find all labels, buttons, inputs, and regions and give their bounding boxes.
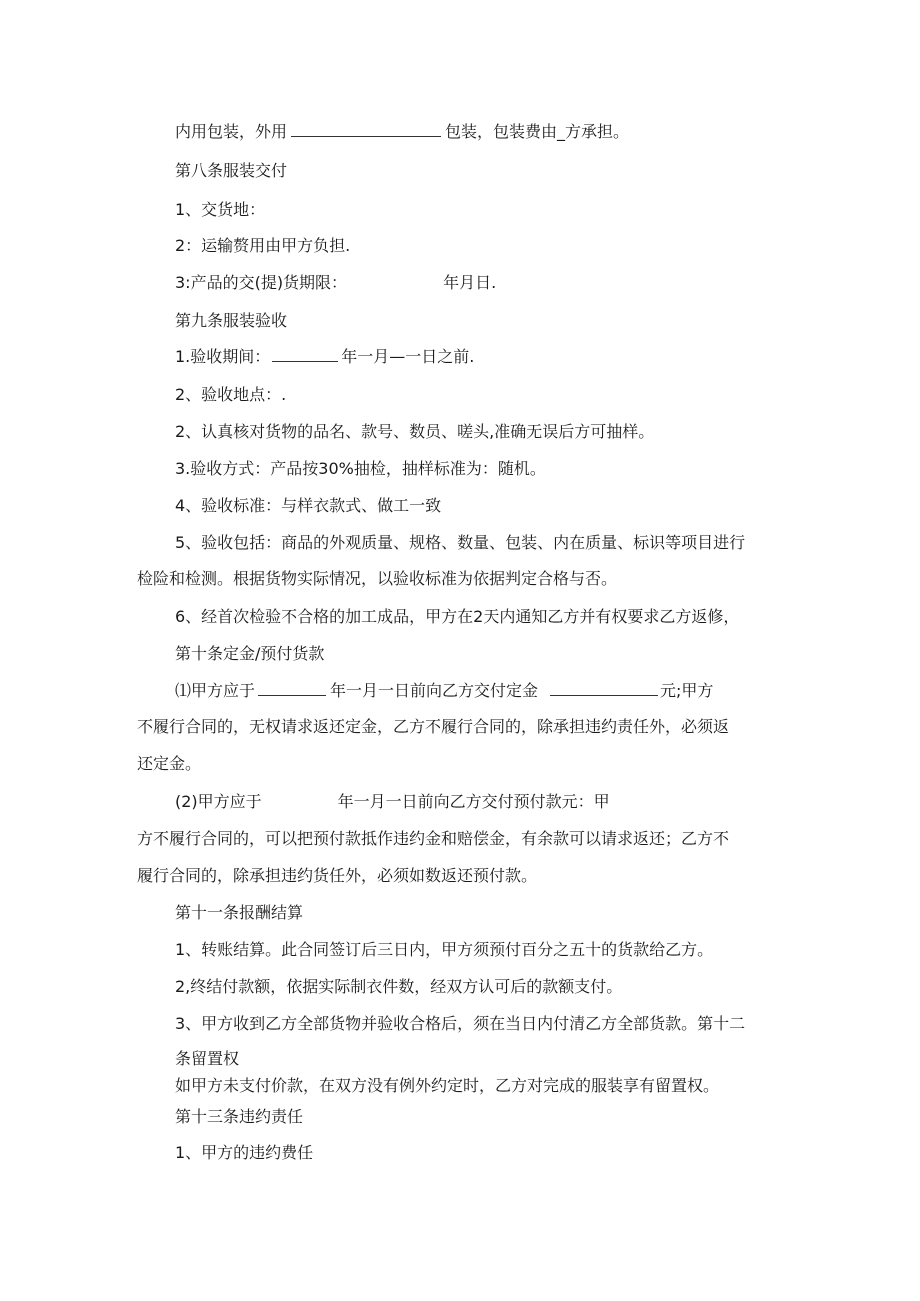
line-inspection-scope-text: 5、验收包括：商品的外观质量、规格、数量、包装、内在质量、标识等项目进行 bbox=[175, 533, 746, 552]
line-packaging-text-b: 包装，包装费由_方承担。 bbox=[445, 122, 630, 141]
line-final-payment-text: 2,终结付款额，依据实际制衣件数，经双方认可后的款额支付。 bbox=[175, 977, 623, 996]
line-delivery-deadline-text-b: 年月日. bbox=[443, 273, 497, 292]
line-packaging bbox=[175, 121, 629, 143]
article-13-heading bbox=[175, 1106, 303, 1128]
line-prepayment-cont bbox=[137, 828, 729, 850]
line-prepayment bbox=[175, 791, 610, 813]
line-deposit-text-c: 元;甲方 bbox=[660, 681, 714, 700]
line-deposit-cont bbox=[137, 716, 729, 738]
line-deposit-end-text: 还定金。 bbox=[137, 754, 202, 773]
line-prepayment-text-a: (2)甲方应于 bbox=[175, 792, 262, 811]
article-11-heading-text: 第十一条报酬结算 bbox=[175, 903, 304, 922]
line-transfer-settlement-text: 1、转账结算。此合同签订后三日内，甲方须预付百分之五十的货款给乙方。 bbox=[175, 940, 714, 959]
line-party-a-liability-text: 1、甲方的违约费任 bbox=[175, 1143, 314, 1162]
line-packaging-text-a: 内用包装，外用 bbox=[175, 122, 288, 141]
line-final-payment bbox=[175, 976, 622, 998]
line-inspection-scope-cont bbox=[137, 568, 617, 590]
line-prepayment-cont-text: 方不履行合同的，可以把预付款抵作违约金和赔偿金，有余款可以请求返还；乙方不 bbox=[137, 829, 730, 848]
article-10-heading-text: 第十条定金/预付货款 bbox=[175, 644, 325, 663]
line-transport-cost-text: 2：运输赘用由甲方负担. bbox=[175, 236, 351, 255]
line-inspection-period bbox=[175, 346, 474, 368]
line-lien-text: 如甲方未支付价款，在双方没有例外约定时，乙方对完成的服装享有留置权。 bbox=[175, 1076, 720, 1095]
line-inspection-period-text-b: 年一月—一日之前. bbox=[341, 347, 475, 366]
line-deposit bbox=[175, 680, 713, 702]
article-12-heading-text: 条留置权 bbox=[175, 1049, 240, 1068]
article-12-heading bbox=[175, 1048, 239, 1070]
line-party-a-liability bbox=[175, 1142, 313, 1164]
line-inspection-period-text-a: 1.验收期间： bbox=[175, 347, 271, 366]
line-inspection-method bbox=[175, 458, 546, 480]
line-inspection-standard-text: 4、验收标准：与样衣款式、做工一致 bbox=[175, 496, 442, 515]
line-delivery-deadline-text-a: 3:产品的交(提)货期限： bbox=[175, 273, 348, 292]
article-9-heading bbox=[175, 310, 287, 332]
line-verify-goods-text: 2、认真核对货物的品名、款号、数员、嗟头,准确无误后方可抽样。 bbox=[175, 422, 655, 441]
article-9-heading-text: 第九条服装验收 bbox=[175, 311, 288, 330]
line-prepayment-end-text: 履行合同的，除承担违约货任外，必须如数返还预付款。 bbox=[137, 866, 538, 885]
article-11-heading bbox=[175, 902, 303, 924]
article-13-heading-text: 第十三条违约责任 bbox=[175, 1107, 304, 1126]
inspection-period-blank bbox=[272, 346, 338, 362]
line-inspection-scope-cont-text: 检险和检测。根据货物实际情况，以验收标准为依据判定合格与否。 bbox=[137, 569, 618, 588]
line-delivery-place-text: 1、交货地： bbox=[175, 200, 266, 219]
line-deposit-cont-text: 不履行合同的，无权请求返还定金，乙方不履行合同的，除承担违约责任外，必须返 bbox=[137, 717, 730, 736]
line-verify-goods bbox=[175, 421, 654, 443]
line-full-payment-text: 3、甲方收到乙方全部货物并验收合格后，须在当日内付清乙方全部货款。第十二 bbox=[175, 1014, 746, 1033]
line-prepayment-end bbox=[137, 865, 537, 887]
line-transfer-settlement bbox=[175, 939, 713, 961]
article-8-heading bbox=[175, 160, 287, 182]
line-deposit-text-a: ⑴甲方应于 bbox=[175, 681, 256, 700]
deposit-date-blank bbox=[258, 680, 326, 696]
line-inspection-standard bbox=[175, 495, 441, 517]
line-inspection-place-text: 2、验收地点：. bbox=[175, 385, 287, 404]
line-delivery-place bbox=[175, 199, 265, 221]
article-8-heading-text: 第八条服装交付 bbox=[175, 161, 288, 180]
line-inspection-scope bbox=[175, 532, 745, 554]
line-lien bbox=[175, 1075, 719, 1097]
packaging-blank bbox=[291, 121, 441, 137]
line-deposit-end bbox=[137, 753, 201, 775]
line-transport-cost bbox=[175, 235, 350, 257]
article-10-heading bbox=[175, 643, 324, 665]
line-delivery-deadline bbox=[175, 272, 496, 294]
line-deposit-text-b: 年一月一日前向乙方交付定金 bbox=[330, 681, 539, 700]
line-full-payment bbox=[175, 1013, 745, 1035]
line-inspection-place bbox=[175, 384, 286, 406]
line-inspection-method-text: 3.验收方式：产品按30%抽检，抽样标准为：随机。 bbox=[175, 459, 546, 478]
deposit-amount-blank bbox=[550, 680, 658, 696]
line-rework bbox=[175, 606, 739, 628]
line-rework-text: 6、经首次检验不合格的加工成品，甲方在2天内通知乙方并有权要求乙方返修， bbox=[175, 607, 740, 626]
line-prepayment-text-b: 年一月一日前向乙方交付预付款元：甲 bbox=[337, 792, 610, 811]
